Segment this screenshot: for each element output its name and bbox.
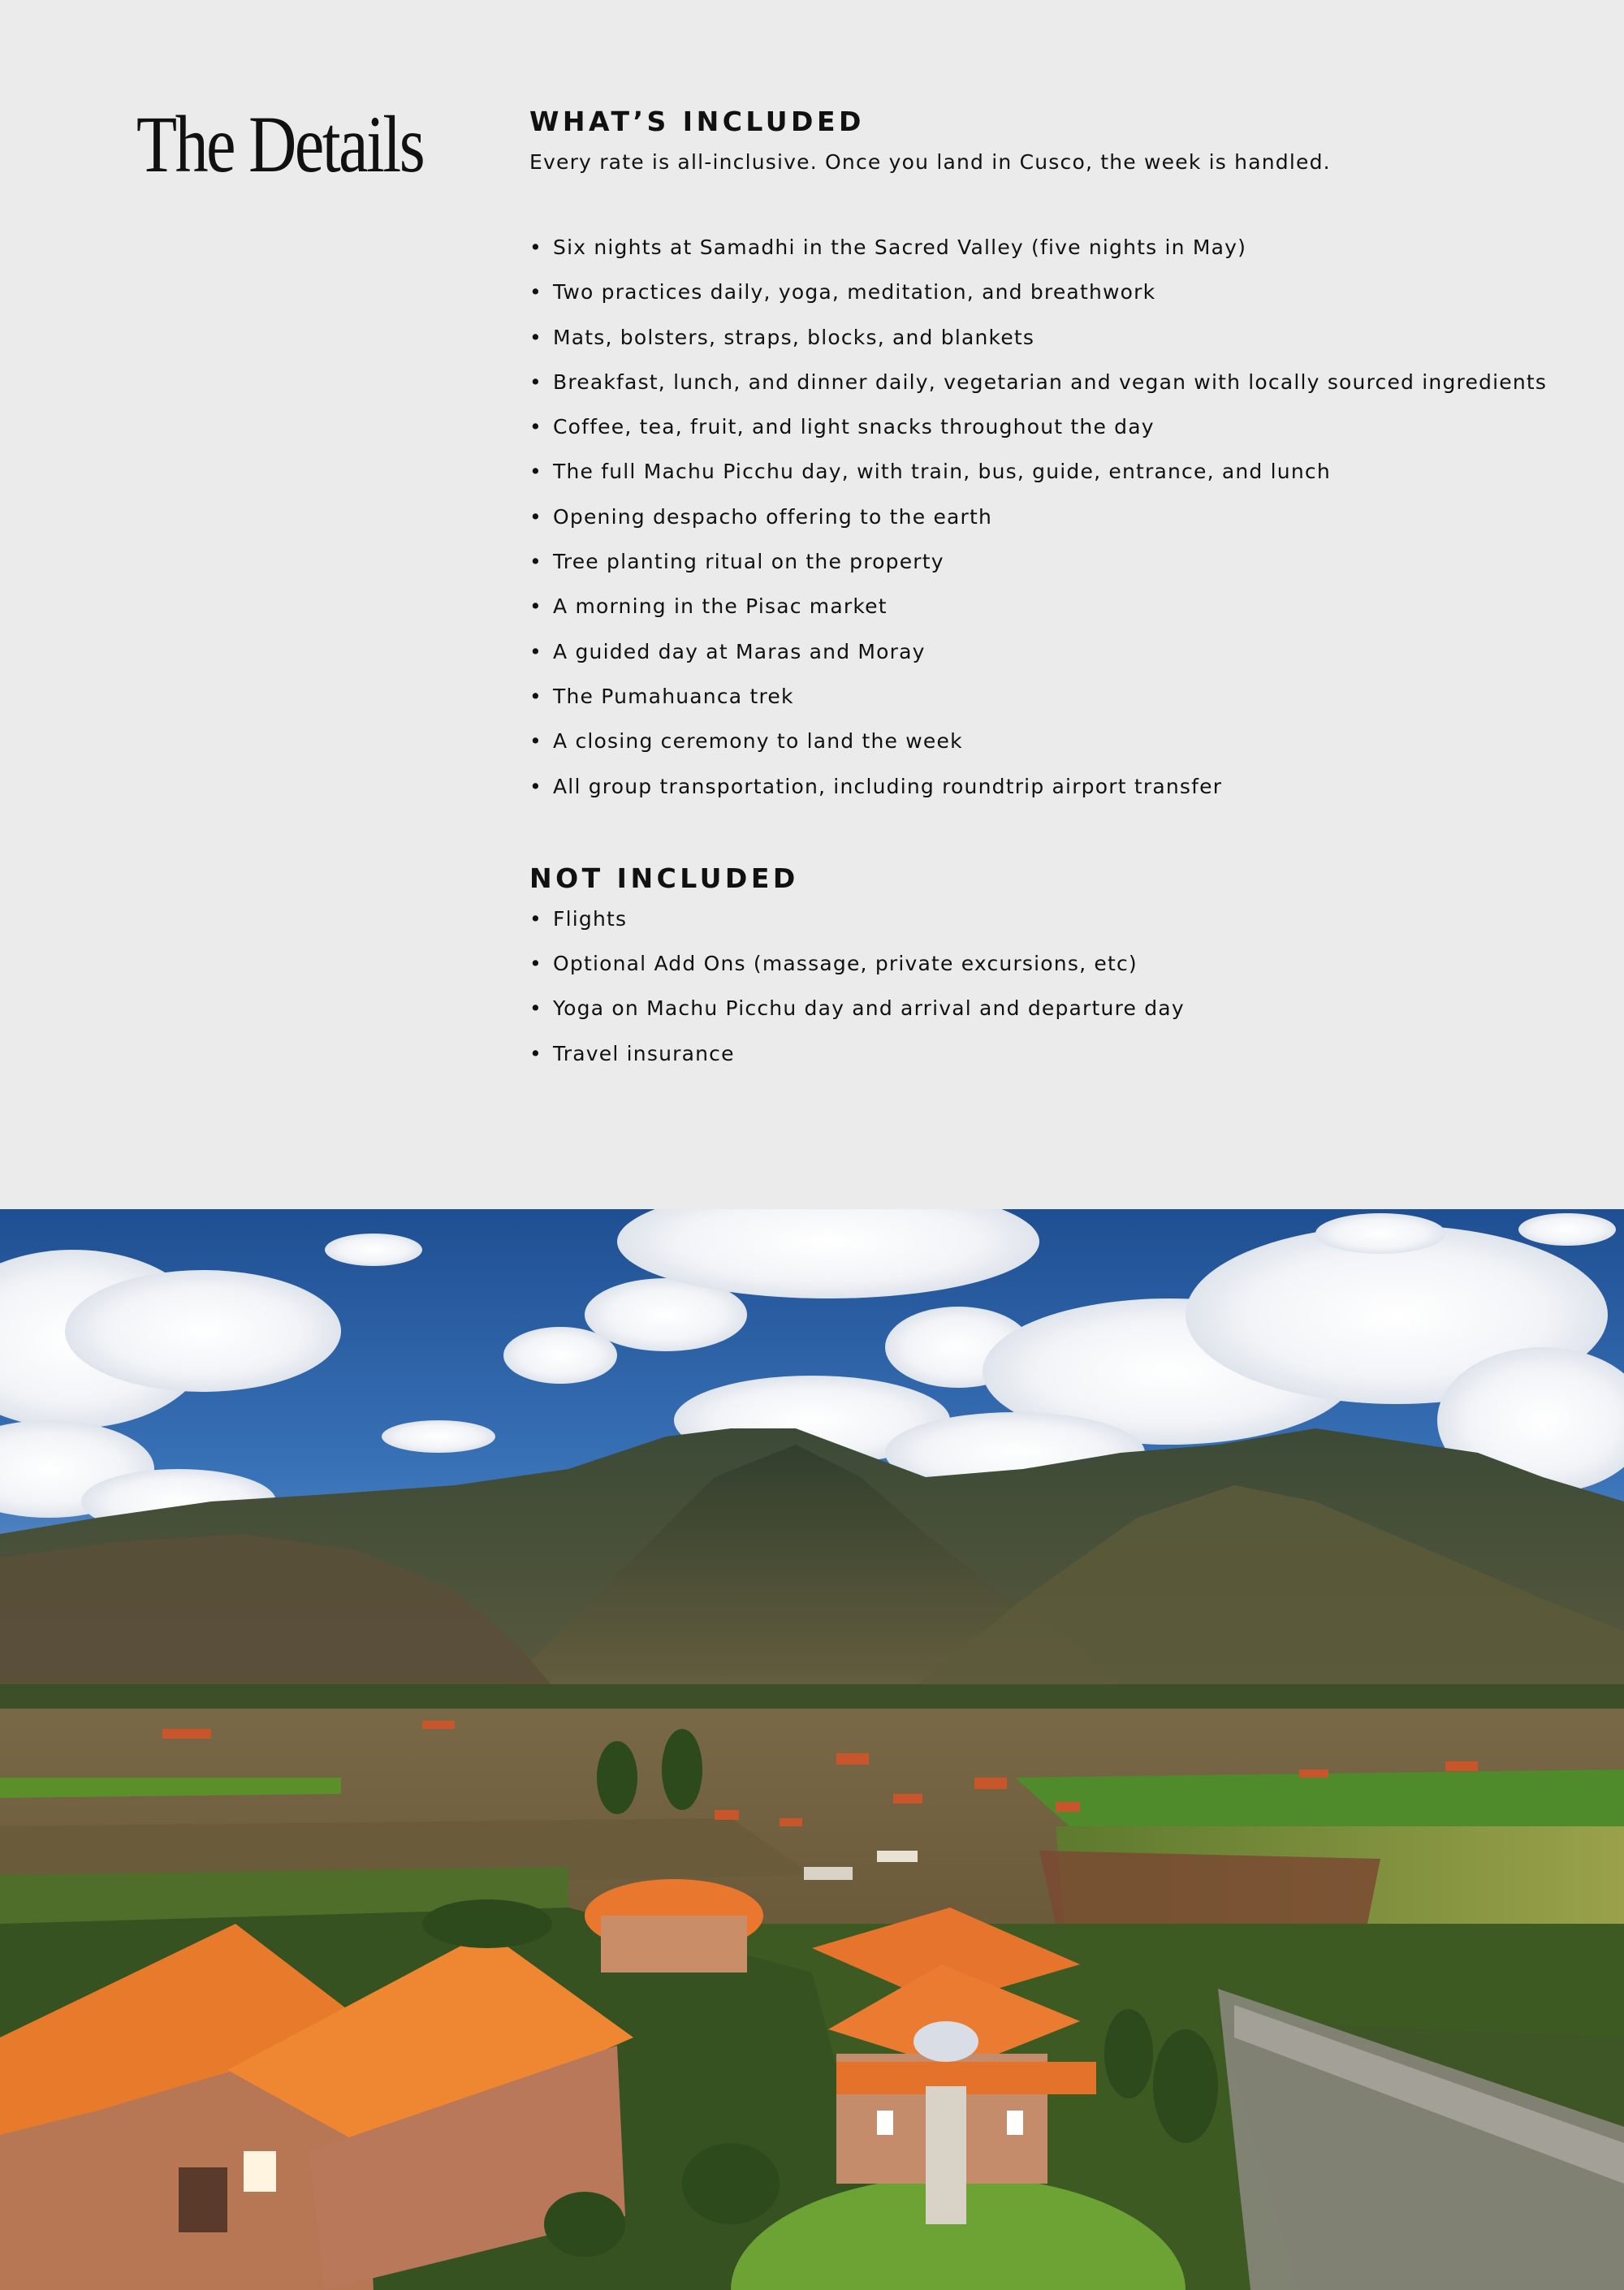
list-item: • Optional Add Ons (massage, private excursions, etc) <box>529 941 1585 986</box>
list-item: • Two practices daily, yoga, meditation, and breathwork <box>529 270 1585 314</box>
list-item: • Yoga on Machu Picchu day and arrival and departure day <box>529 986 1585 1030</box>
list-item: • Six nights at Samadhi in the Sacred Valley (five nights in May) <box>529 225 1585 270</box>
sacred-valley-photo <box>0 1209 1624 2290</box>
list-item: • A closing ceremony to land the week <box>529 719 1585 763</box>
included-heading: WHAT’S INCLUDED <box>529 106 865 137</box>
list-item: • Opening despacho offering to the earth <box>529 495 1585 539</box>
list-item: • All group transportation, including roundtrip airport transfer <box>529 764 1585 809</box>
list-item: • A morning in the Pisac market <box>529 584 1585 629</box>
list-item: • Travel insurance <box>529 1031 1585 1076</box>
list-item: • The Pumahuanca trek <box>529 674 1585 719</box>
not-included-heading: NOT INCLUDED <box>529 862 799 894</box>
not-included-list <box>529 897 1585 1076</box>
list-item: • Tree planting ritual on the property <box>529 539 1585 584</box>
list-item: • Coffee, tea, fruit, and light snacks throughout the day <box>529 404 1585 449</box>
included-intro: Every rate is all-inclusive. Once you land in Cusco, the week is handled. <box>529 150 1331 174</box>
included-list <box>529 225 1585 809</box>
list-item: • Flights <box>529 897 1585 941</box>
list-item: • Mats, bolsters, straps, blocks, and blankets <box>529 315 1585 360</box>
list-item: • Breakfast, lunch, and dinner daily, vegetarian and vegan with locally sourced ingredients <box>529 360 1585 404</box>
list-item: • The full Machu Picchu day, with train, bus, guide, entrance, and lunch <box>529 449 1585 494</box>
list-item: • A guided day at Maras and Moray <box>529 629 1585 674</box>
details-content <box>529 104 1585 1076</box>
page-title: The Details <box>136 99 424 189</box>
